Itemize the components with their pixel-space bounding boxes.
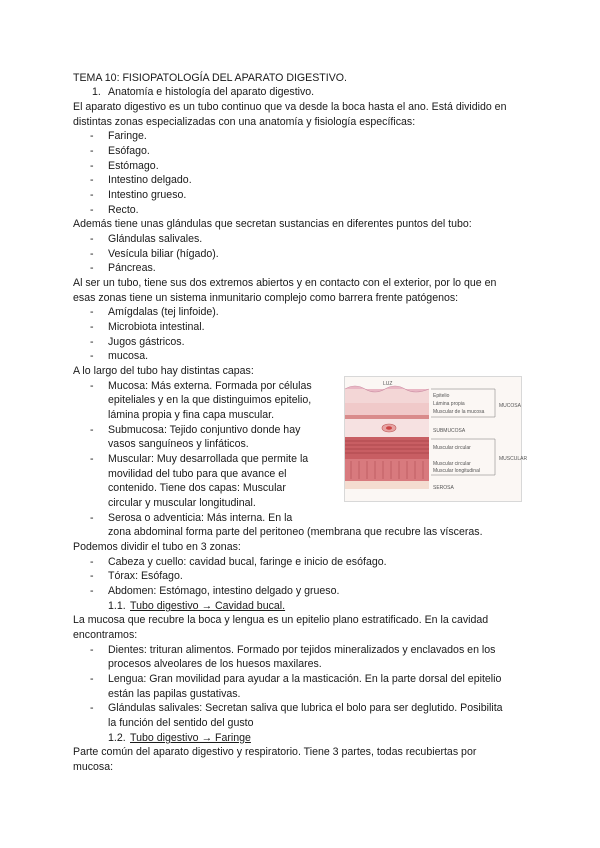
list-item-continued: movilidad del tubo para que avance el: [108, 468, 287, 480]
muscularis-mucosa-band: [345, 415, 429, 419]
list-item: Intestino grueso.: [108, 189, 187, 201]
list-item: Intestino delgado.: [108, 174, 192, 186]
list-dash: -: [90, 130, 94, 142]
list-dash: -: [90, 424, 94, 436]
paragraph-line: El aparato digestivo es un tubo continuo que va desde la boca hasta el ano. Está dividido en: [73, 101, 507, 113]
blood-vessel-lumen: [386, 426, 392, 430]
document-title: TEMA 10: FISIOPATOLOGÍA DEL APARATO DIGESTIVO.: [73, 72, 347, 84]
list-item-continued: vasos sanguíneos y linfáticos.: [108, 438, 249, 450]
list-item: Faringe.: [108, 130, 147, 142]
list-dash: -: [90, 145, 94, 157]
list-dash: -: [90, 453, 94, 465]
list-item-continued: zona abdominal forma parte del peritoneo (membrana que recubre las vísceras.: [108, 526, 483, 538]
figure-label-muscular-longitudinal: Muscular longitudinal: [433, 468, 480, 474]
list-dash: -: [90, 204, 94, 216]
list-dash: -: [90, 380, 94, 392]
paragraph-line: A lo largo del tubo hay distintas capas:: [73, 365, 254, 377]
list-item: Esófago.: [108, 145, 150, 157]
list-dash: -: [90, 644, 94, 656]
list-dash: -: [90, 189, 94, 201]
list-item-continued: la función del sentido del gusto: [108, 717, 254, 729]
figure-label-lamina: Lámina propia: [433, 401, 465, 407]
list-dash: -: [90, 248, 94, 260]
list-item-continued: circular y muscular longitudinal.: [108, 497, 256, 509]
list-dash: -: [90, 512, 94, 524]
list-item: Glándulas salivales.: [108, 233, 203, 245]
histology-figure: [344, 376, 528, 502]
paragraph-line: Podemos dividir el tubo en 3 zonas:: [73, 541, 241, 553]
list-dash: -: [90, 585, 94, 597]
paragraph-line: La mucosa que recubre la boca y lengua es un epitelio plano estratificado. En la cavidad: [73, 614, 489, 626]
list-item: Vesícula biliar (hígado).: [108, 248, 219, 260]
list-dash: -: [90, 174, 94, 186]
list-item-continued: epiteliales y en la que distinguimos epitelio,: [108, 394, 312, 406]
section-number: 1.: [92, 86, 101, 98]
list-item: Abdomen: Estómago, intestino delgado y grueso.: [108, 585, 340, 597]
longitudinal-muscle-band: [345, 459, 429, 481]
serosa-band: [345, 481, 429, 489]
list-dash: -: [90, 570, 94, 582]
list-item: Serosa o adventicia: Más interna. En la: [108, 512, 293, 524]
list-item: Páncreas.: [108, 262, 156, 274]
list-item: Amígdalas (tej linfoide).: [108, 306, 219, 318]
list-dash: -: [90, 262, 94, 274]
paragraph-line: Al ser un tubo, tiene sus dos extremos abiertos y en contacto con el exterior, por lo que en: [73, 277, 497, 289]
list-item: Microbiota intestinal.: [108, 321, 205, 333]
list-item-continued: están las papilas gustativas.: [108, 688, 241, 700]
list-dash: -: [90, 321, 94, 333]
list-dash: -: [90, 336, 94, 348]
list-dash: -: [90, 556, 94, 568]
subsection-number: 1.2.: [108, 732, 126, 744]
figure-label-mucosa: MUCOSA: [499, 403, 521, 409]
list-item: Recto.: [108, 204, 139, 216]
list-item-continued: procesos alveolares de los huesos maxilares.: [108, 658, 322, 670]
list-dash: -: [90, 306, 94, 318]
list-dash: -: [90, 350, 94, 362]
figure-label-luz: LUZ: [383, 381, 393, 387]
figure-label-muscular: MUSCULAR: [499, 456, 528, 462]
lamina-propria-band: [345, 403, 429, 415]
list-dash: -: [90, 160, 94, 172]
list-item: Muscular: Muy desarrollada que permite la: [108, 453, 309, 465]
figure-label-serosa: SEROSA: [433, 485, 454, 491]
figure-label-muscular-mucosa: Muscular de la mucosa: [433, 409, 485, 415]
list-item-continued: lámina propia y fina capa muscular.: [108, 409, 275, 421]
list-dash: -: [90, 673, 94, 685]
paragraph-line: distintas zonas especializadas con una anatomía y fisiología específicas:: [73, 116, 416, 128]
list-item: Submucosa: Tejido conjuntivo donde hay: [108, 424, 301, 436]
subsection-number: 1.1.: [108, 600, 126, 612]
paragraph-line: encontramos:: [73, 629, 138, 641]
list-item: Cabeza y cuello: cavidad bucal, faringe e inicio de esófago.: [108, 556, 387, 568]
list-item: Jugos gástricos.: [108, 336, 185, 348]
list-item: Lengua: Gran movilidad para ayudar a la masticación. En la parte dorsal del epitelio: [108, 673, 502, 685]
section-heading: Anatomía e histología del aparato digestivo.: [108, 86, 315, 98]
subsection-heading: Tubo digestivo → Cavidad bucal.: [130, 600, 286, 612]
digestive-wall-layers-illustration: [345, 377, 528, 501]
list-dash: -: [90, 233, 94, 245]
figure-label-epitelio: Epitelio: [433, 393, 450, 399]
list-dash: -: [90, 702, 94, 714]
subsection-heading: Tubo digestivo → Faringe: [130, 732, 251, 744]
figure-label-muscular-circular-2: Muscular circular: [433, 461, 471, 467]
list-item: Estómago.: [108, 160, 159, 172]
figure-label-submucosa: SUBMUCOSA: [433, 428, 466, 434]
list-item: mucosa.: [108, 350, 149, 362]
circular-muscle-band: [345, 437, 429, 459]
list-item: Tórax: Esófago.: [108, 570, 183, 582]
list-item: Mucosa: Más externa. Formada por células: [108, 380, 312, 392]
paragraph-line: mucosa:: [73, 761, 114, 773]
list-item-continued: contenido. Tiene dos capas: Muscular: [108, 482, 286, 494]
paragraph-line: Además tiene unas glándulas que secretan sustancias en diferentes puntos del tubo:: [73, 218, 472, 230]
paragraph-line: Parte común del aparato digestivo y respiratorio. Tiene 3 partes, todas recubiertas por: [73, 746, 477, 758]
list-item: Glándulas salivales: Secretan saliva que lubrica el bolo para ser deglutido. Posibilita: [108, 702, 503, 714]
figure-label-muscular-circular: Muscular circular: [433, 445, 471, 451]
list-item: Dientes: trituran alimentos. Formado por tejidos mineralizados y enclavados en los: [108, 644, 496, 656]
paragraph-line: esas zonas tiene un sistema inmunitario complejo como barrera frente patógenos:: [73, 292, 459, 304]
